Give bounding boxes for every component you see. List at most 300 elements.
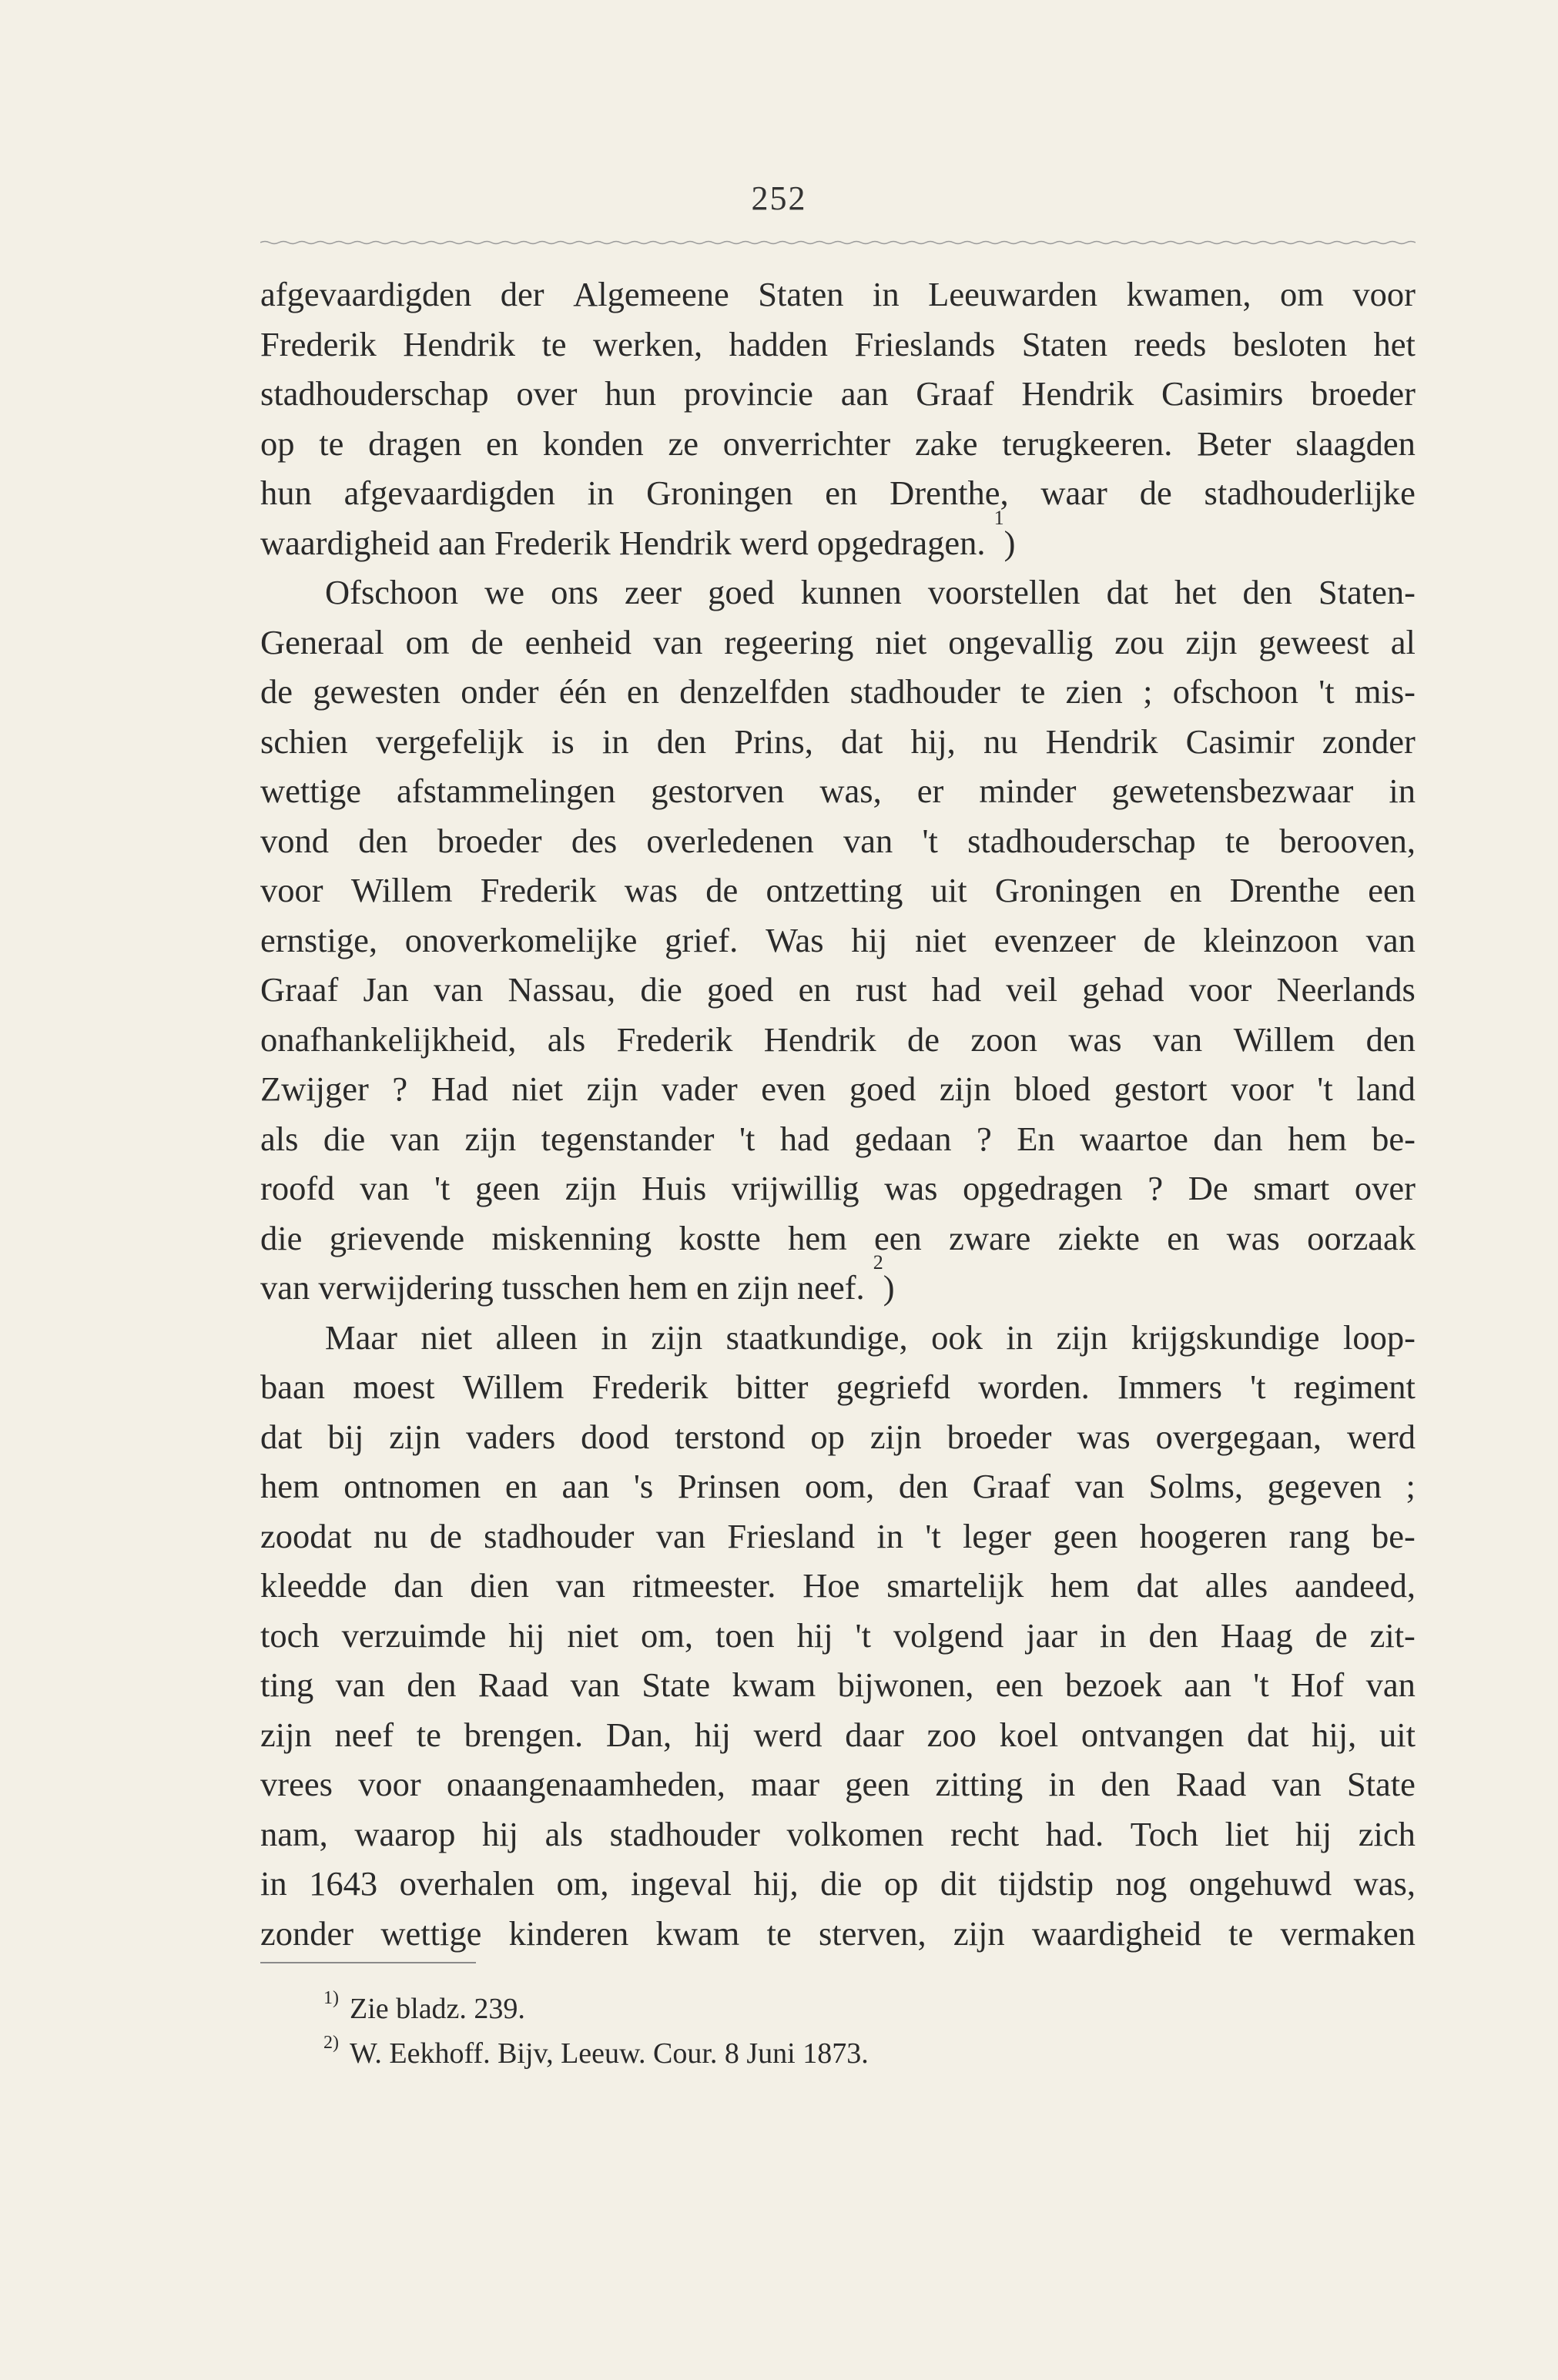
word: besloten bbox=[1232, 324, 1348, 363]
word: als bbox=[547, 1019, 586, 1059]
text-line bbox=[260, 1461, 1416, 1511]
word: zijn bbox=[389, 1417, 441, 1456]
word: Graaf bbox=[916, 374, 994, 413]
word: zitting bbox=[935, 1765, 1024, 1803]
word: werken, bbox=[592, 324, 703, 363]
word: ontvangen bbox=[1081, 1715, 1225, 1754]
word: Drenthe, bbox=[890, 474, 1009, 512]
word: hij bbox=[481, 1814, 518, 1853]
word: Solms, bbox=[1148, 1467, 1243, 1505]
word: niet bbox=[915, 920, 967, 959]
word: den bbox=[1242, 573, 1292, 611]
word: Staten bbox=[1021, 324, 1108, 363]
word: stadhouderschap bbox=[260, 374, 489, 413]
text-line bbox=[260, 1611, 1416, 1661]
word: te bbox=[1020, 672, 1046, 711]
word: van bbox=[360, 1169, 410, 1207]
word: op bbox=[260, 423, 295, 463]
word: geweest bbox=[1258, 622, 1369, 661]
word: Zwijger bbox=[260, 1069, 369, 1108]
word: kinderen bbox=[508, 1913, 629, 1953]
word: hij bbox=[851, 920, 888, 959]
word: kleedde bbox=[260, 1566, 367, 1605]
word: gestorven bbox=[651, 772, 785, 810]
word: hadden bbox=[729, 324, 829, 363]
word: gestort bbox=[1114, 1069, 1208, 1108]
word: van bbox=[655, 1516, 706, 1555]
text-line bbox=[260, 567, 1416, 618]
word: brengen. bbox=[464, 1715, 584, 1754]
word: provincie bbox=[683, 374, 813, 413]
word: regeering bbox=[724, 622, 854, 661]
word: tijdstip bbox=[998, 1864, 1094, 1903]
word: roofd bbox=[260, 1169, 335, 1207]
word: Prins, bbox=[734, 721, 813, 761]
word: 't bbox=[1317, 1069, 1333, 1108]
text-line bbox=[260, 506, 1416, 568]
word: toch bbox=[260, 1615, 320, 1655]
word: de bbox=[1315, 1615, 1348, 1655]
word: even bbox=[761, 1069, 826, 1108]
word: Hendrik bbox=[763, 1019, 876, 1059]
word: State bbox=[1346, 1765, 1416, 1803]
word: 1643 bbox=[309, 1864, 378, 1903]
word: in bbox=[587, 474, 615, 512]
word: ons bbox=[551, 573, 598, 611]
word: ? bbox=[392, 1069, 408, 1108]
word: oom, bbox=[804, 1467, 875, 1505]
text-line bbox=[260, 1759, 1416, 1809]
word: alles bbox=[1205, 1566, 1268, 1605]
word: zoo bbox=[926, 1715, 977, 1754]
word: er bbox=[916, 772, 944, 810]
word: werd bbox=[1347, 1417, 1416, 1456]
text-line bbox=[260, 1251, 1416, 1313]
word: vond bbox=[260, 821, 329, 860]
word: volgend bbox=[893, 1615, 1004, 1655]
word: in bbox=[601, 1317, 628, 1357]
text-line bbox=[260, 1114, 1416, 1164]
word: vrijwillig bbox=[731, 1169, 859, 1207]
word: en bbox=[825, 474, 858, 512]
word: en bbox=[504, 1467, 538, 1505]
word: 't bbox=[1318, 672, 1335, 711]
word: Hof bbox=[1291, 1665, 1345, 1704]
word: bijwonen, bbox=[837, 1665, 974, 1704]
word: oorzaak bbox=[1307, 1218, 1416, 1257]
word: be- bbox=[1372, 1119, 1416, 1158]
word: hij bbox=[1295, 1814, 1332, 1853]
word: vaders bbox=[466, 1417, 556, 1456]
word: Prinsen bbox=[677, 1467, 781, 1505]
word: Maar bbox=[325, 1317, 397, 1357]
word: is bbox=[551, 721, 575, 761]
text-line bbox=[260, 468, 1416, 518]
word: koel bbox=[999, 1715, 1059, 1754]
word: En bbox=[1017, 1119, 1055, 1158]
word: uit bbox=[1379, 1715, 1416, 1754]
word: zien bbox=[1065, 672, 1123, 711]
word: om bbox=[405, 622, 450, 661]
word: loop- bbox=[1342, 1317, 1416, 1357]
word: zijn bbox=[565, 1169, 617, 1207]
word: zware bbox=[949, 1218, 1031, 1257]
word: in bbox=[1048, 1765, 1076, 1803]
word: over bbox=[1354, 1169, 1416, 1207]
word: Friesland bbox=[727, 1516, 856, 1555]
word: onafhankelijkheid, bbox=[260, 1019, 517, 1059]
word: Nassau, bbox=[508, 970, 616, 1009]
word: miskenning bbox=[491, 1218, 652, 1257]
word: nu bbox=[373, 1516, 408, 1555]
word: kwamen, bbox=[1126, 275, 1251, 313]
word: broeder bbox=[437, 821, 542, 860]
word: maar bbox=[751, 1765, 820, 1803]
word: 't bbox=[922, 821, 938, 860]
word: geen bbox=[845, 1765, 910, 1803]
word: Willem bbox=[350, 871, 453, 909]
word: aandeed, bbox=[1295, 1566, 1416, 1605]
word: over bbox=[516, 374, 578, 413]
word: de bbox=[1143, 920, 1176, 959]
word: alleen bbox=[495, 1317, 578, 1357]
text-line bbox=[260, 766, 1416, 816]
word: te bbox=[416, 1715, 441, 1754]
text-line bbox=[260, 1561, 1416, 1611]
word: zeer bbox=[624, 573, 682, 611]
word: aan bbox=[561, 1467, 610, 1505]
word: terugkeeren. bbox=[1002, 423, 1173, 463]
word: zit- bbox=[1369, 1615, 1416, 1655]
word: Ofschoon bbox=[325, 573, 459, 611]
word: goed bbox=[708, 573, 775, 611]
word: en bbox=[485, 423, 518, 463]
word: Neerlands bbox=[1276, 970, 1416, 1009]
word: Willem bbox=[1233, 1019, 1335, 1059]
word: om, bbox=[556, 1864, 609, 1903]
word: ongehuwd bbox=[1188, 1864, 1332, 1903]
word: één bbox=[558, 672, 607, 711]
word: niet bbox=[420, 1317, 473, 1357]
word: dan bbox=[1213, 1119, 1263, 1158]
word: kunnen bbox=[800, 573, 902, 611]
word: zijn bbox=[586, 1069, 638, 1108]
word: te bbox=[1225, 821, 1251, 860]
text-line bbox=[260, 865, 1416, 916]
word: hij, bbox=[753, 1864, 799, 1903]
word: waartoe bbox=[1080, 1119, 1188, 1158]
word: afgevaardigden bbox=[260, 275, 472, 313]
word: hem bbox=[788, 1218, 847, 1257]
word: ontzetting bbox=[766, 871, 903, 909]
word: moest bbox=[353, 1367, 435, 1406]
word: zijn bbox=[651, 1317, 703, 1357]
footnotes bbox=[323, 1987, 869, 2076]
word: 't bbox=[855, 1615, 871, 1655]
word: gegriefd bbox=[836, 1367, 950, 1406]
word: eenheid bbox=[524, 622, 632, 661]
word: staatkundige, bbox=[725, 1317, 908, 1357]
word: toen bbox=[715, 1615, 775, 1655]
word: Had bbox=[431, 1069, 488, 1108]
word: kostte bbox=[678, 1218, 761, 1257]
word: onder bbox=[461, 672, 539, 711]
word: den bbox=[656, 721, 707, 761]
word: had. bbox=[1045, 1814, 1104, 1853]
word: aan bbox=[1184, 1665, 1231, 1704]
word: Graaf bbox=[972, 1467, 1051, 1505]
footnote-text: Zie bladz. 239. bbox=[350, 1993, 525, 2025]
text-line bbox=[260, 1163, 1416, 1213]
word: zonder bbox=[260, 1913, 354, 1953]
word: zijn bbox=[869, 1417, 922, 1456]
word: te bbox=[1228, 1913, 1254, 1953]
word: kwam bbox=[655, 1913, 740, 1953]
word: hem bbox=[260, 1467, 320, 1505]
word: evenzeer bbox=[993, 920, 1116, 959]
word: vermaken bbox=[1280, 1913, 1416, 1953]
word: een bbox=[1368, 871, 1416, 909]
word: vergefelijk bbox=[375, 721, 524, 761]
word: Leeuwarden bbox=[928, 275, 1098, 313]
word: berooven, bbox=[1279, 821, 1416, 860]
word: voor bbox=[358, 1765, 421, 1803]
word: liet bbox=[1225, 1814, 1269, 1853]
word: van bbox=[1365, 920, 1416, 959]
word: in bbox=[601, 721, 629, 761]
word: als bbox=[260, 1119, 299, 1158]
word: niet bbox=[567, 1615, 619, 1655]
word: zake bbox=[914, 423, 978, 463]
word: Huis bbox=[642, 1169, 707, 1207]
word: was bbox=[884, 1169, 938, 1207]
word: was, bbox=[1353, 1864, 1416, 1903]
word: dit bbox=[940, 1864, 977, 1903]
word: rang bbox=[1288, 1516, 1350, 1555]
text-line bbox=[260, 667, 1416, 717]
word: de bbox=[705, 871, 739, 909]
word: hem bbox=[1288, 1119, 1347, 1158]
word: Hendrik bbox=[1021, 374, 1134, 413]
word: als bbox=[544, 1814, 584, 1853]
word: nog bbox=[1115, 1864, 1168, 1903]
word: om bbox=[1279, 275, 1324, 313]
word: overhalen bbox=[399, 1864, 535, 1903]
word: worden. bbox=[978, 1367, 1090, 1406]
word: overledenen bbox=[646, 821, 814, 860]
word: gewesten bbox=[313, 672, 441, 711]
word: stadhouderschap bbox=[967, 821, 1196, 860]
word: te bbox=[319, 423, 344, 463]
word: schien bbox=[260, 721, 348, 761]
text-line bbox=[260, 369, 1416, 419]
word: te bbox=[541, 324, 567, 363]
footnote-reference: 1 bbox=[993, 506, 1004, 529]
word: van bbox=[390, 1119, 440, 1158]
word: in bbox=[873, 275, 900, 313]
word: Raad bbox=[1175, 1765, 1247, 1803]
text-line bbox=[260, 1660, 1416, 1710]
word: stadhouderlijke bbox=[1204, 474, 1416, 512]
word: zoon bbox=[970, 1019, 1037, 1059]
text-line bbox=[260, 965, 1416, 1015]
word: afgevaardigden bbox=[343, 474, 555, 512]
text-line bbox=[260, 1015, 1416, 1065]
word: ziekte bbox=[1057, 1218, 1140, 1257]
word: mis- bbox=[1354, 672, 1416, 711]
word: opgedragen bbox=[963, 1169, 1123, 1207]
text-line bbox=[260, 1313, 1416, 1363]
word: Willem bbox=[462, 1367, 565, 1406]
word: kleinzoon bbox=[1203, 920, 1339, 959]
word: dat bbox=[841, 721, 883, 761]
word: Beter bbox=[1197, 423, 1272, 463]
word: waar bbox=[1040, 474, 1107, 512]
word: 't bbox=[434, 1169, 451, 1207]
word: Algemeene bbox=[573, 275, 729, 313]
footnote-reference: 2 bbox=[873, 1251, 883, 1274]
word: en bbox=[626, 672, 659, 711]
text-line bbox=[260, 1710, 1416, 1760]
word: was bbox=[1226, 1218, 1280, 1257]
word: De bbox=[1188, 1169, 1228, 1207]
word: dood bbox=[581, 1417, 650, 1456]
word: en bbox=[1167, 1218, 1200, 1257]
word: Frederik bbox=[480, 871, 597, 909]
footnote-separator bbox=[260, 1962, 476, 1963]
word: Immers bbox=[1117, 1367, 1222, 1406]
word: in bbox=[1006, 1317, 1034, 1357]
word: Staten bbox=[758, 275, 844, 313]
word: zijn bbox=[1056, 1317, 1108, 1357]
word: ? bbox=[976, 1119, 992, 1158]
text-line bbox=[260, 320, 1416, 370]
word: dat bbox=[1247, 1715, 1289, 1754]
word: Frederik bbox=[616, 1019, 733, 1059]
word: smartelijk bbox=[886, 1566, 1024, 1605]
word: land bbox=[1356, 1069, 1416, 1108]
word: voor bbox=[260, 871, 323, 909]
word: van bbox=[653, 622, 703, 661]
word: goed bbox=[706, 970, 774, 1009]
word: een bbox=[995, 1665, 1044, 1704]
word: was bbox=[624, 871, 678, 909]
word: van bbox=[1074, 1467, 1124, 1505]
word: van bbox=[555, 1566, 606, 1605]
word: Staten- bbox=[1318, 573, 1416, 611]
word: te bbox=[766, 1913, 792, 1953]
word: Generaal bbox=[260, 622, 384, 661]
word: Frieslands bbox=[854, 324, 996, 363]
footnote-paren: ) bbox=[883, 1268, 895, 1307]
word: zijn bbox=[939, 1069, 991, 1108]
word: van bbox=[434, 970, 484, 1009]
word: dragen bbox=[368, 423, 462, 463]
word: bloed bbox=[1014, 1069, 1091, 1108]
word: goed bbox=[849, 1069, 916, 1108]
word: rust bbox=[855, 970, 907, 1009]
text-line bbox=[260, 618, 1416, 668]
word: ze bbox=[668, 423, 699, 463]
word: hem bbox=[1050, 1566, 1110, 1605]
word: op bbox=[883, 1864, 919, 1903]
word: onverrichter bbox=[722, 423, 891, 463]
word: niet bbox=[511, 1069, 564, 1108]
text-line bbox=[260, 717, 1416, 767]
word: gedaan bbox=[854, 1119, 952, 1158]
word: Dan, bbox=[605, 1715, 672, 1754]
word: hij bbox=[508, 1615, 545, 1655]
word: die bbox=[260, 1218, 303, 1257]
word: ting bbox=[260, 1665, 314, 1704]
text-line bbox=[260, 1909, 1416, 1959]
word: was bbox=[1068, 1019, 1122, 1059]
word: terstond bbox=[675, 1417, 786, 1456]
word: hij bbox=[694, 1715, 731, 1754]
word: Groningen bbox=[994, 871, 1142, 909]
word: in bbox=[1099, 1615, 1127, 1655]
word: ongevallig bbox=[948, 622, 1094, 661]
word: Groningen bbox=[646, 474, 793, 512]
word: in bbox=[1389, 772, 1416, 810]
word: 's bbox=[633, 1467, 654, 1505]
word: van bbox=[335, 1665, 385, 1704]
word: Frederik bbox=[591, 1367, 709, 1406]
page-number: 252 bbox=[751, 179, 807, 217]
word: op bbox=[810, 1417, 845, 1456]
word: den bbox=[358, 821, 408, 860]
word: afstammelingen bbox=[397, 772, 616, 810]
word: 't bbox=[925, 1516, 941, 1555]
footnote: 1) Zie bladz. 239. bbox=[323, 1987, 525, 2025]
word: nam, bbox=[260, 1814, 328, 1853]
word: bij bbox=[327, 1417, 364, 1456]
word: voor bbox=[1188, 970, 1252, 1009]
word: van bbox=[1152, 1019, 1203, 1059]
word: zoodat bbox=[260, 1516, 352, 1555]
word: smart bbox=[1253, 1169, 1330, 1207]
text-line bbox=[260, 1362, 1416, 1412]
word: konden bbox=[542, 423, 644, 463]
word: veil bbox=[1006, 970, 1058, 1009]
word: hun bbox=[605, 374, 657, 413]
word: de bbox=[471, 622, 504, 661]
word: het bbox=[1373, 324, 1416, 363]
line-text: van verwijdering tusschen hem en zijn neef. bbox=[260, 1268, 865, 1307]
word: waardigheid bbox=[1031, 1913, 1201, 1953]
word: onaangenaamheden, bbox=[446, 1765, 725, 1803]
text-line bbox=[260, 816, 1416, 866]
word: gehad bbox=[1082, 970, 1164, 1009]
text-line bbox=[260, 269, 1416, 320]
word: die bbox=[640, 970, 682, 1009]
word: ritmeester. bbox=[632, 1566, 776, 1605]
word: het bbox=[1174, 573, 1217, 611]
word: had bbox=[779, 1119, 830, 1158]
word: grievende bbox=[329, 1218, 465, 1257]
word: zijn bbox=[464, 1119, 517, 1158]
word: Frederik bbox=[260, 324, 377, 363]
word: wettige bbox=[380, 1913, 482, 1953]
word: bitter bbox=[735, 1367, 809, 1406]
word: hij, bbox=[1312, 1715, 1357, 1754]
word: volkomen bbox=[786, 1814, 924, 1853]
word: den bbox=[1365, 1019, 1416, 1059]
word: ingeval bbox=[631, 1864, 732, 1903]
word: ernstige, bbox=[260, 920, 377, 959]
word: zijn bbox=[260, 1715, 312, 1754]
word: Hoe bbox=[802, 1566, 860, 1605]
